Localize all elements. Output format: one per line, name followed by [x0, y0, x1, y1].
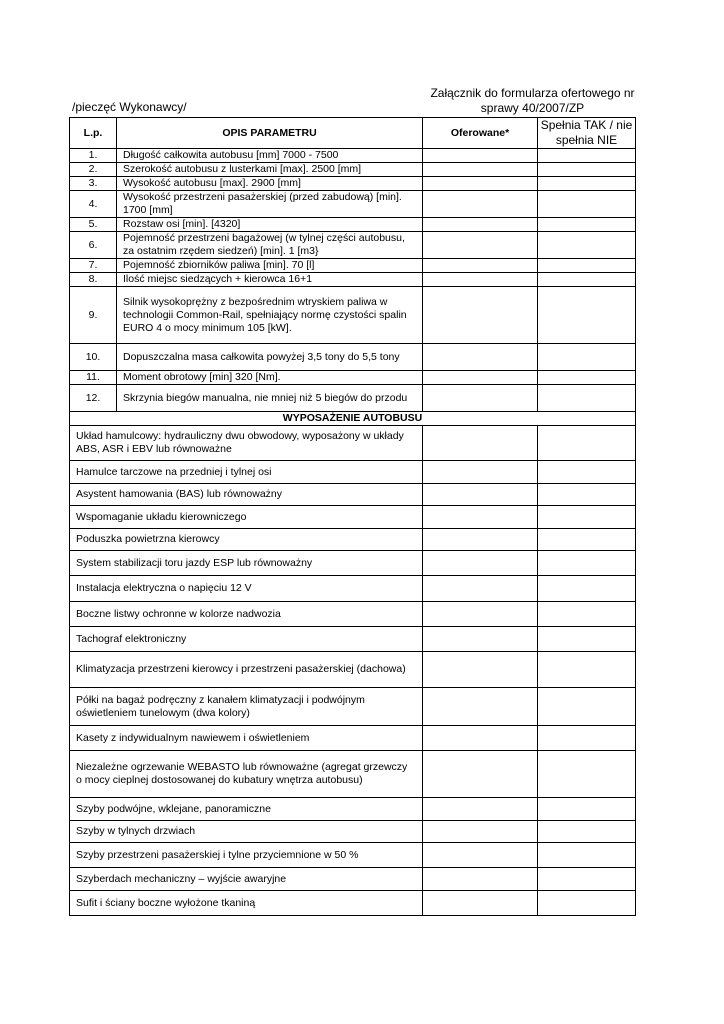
equipment-description: Wspomaganie układu kierowniczego [70, 506, 423, 529]
row-description: Pojemność zbiorników paliwa [min]. 70 [l] [117, 259, 423, 273]
compliance-cell[interactable] [538, 688, 636, 726]
attachment-title: Załącznik do formularza ofertowego nr [430, 86, 635, 100]
equipment-description: Półki na bagaż podręczny z kanałem klimatyzacji i podwójnym oświetleniem tunelowym (dwa kolory) [70, 688, 423, 726]
equipment-row [70, 751, 636, 798]
compliance-cell[interactable] [538, 751, 636, 798]
equipment-row [70, 843, 636, 868]
offered-cell[interactable] [423, 385, 538, 412]
compliance-cell[interactable] [538, 344, 636, 371]
equipment-row [70, 529, 636, 551]
equipment-row [70, 688, 636, 726]
equipment-row [70, 551, 636, 576]
equipment-row [70, 798, 636, 821]
compliance-cell[interactable] [538, 163, 636, 177]
table-row [70, 191, 636, 218]
compliance-cell[interactable] [538, 798, 636, 821]
equipment-description: Hamulce tarczowe na przedniej i tylnej osi [70, 461, 423, 484]
column-header-opis: OPIS PARAMETRU [117, 118, 423, 149]
column-header-oferowane: Oferowane* [423, 118, 538, 149]
offered-cell[interactable] [423, 798, 538, 821]
equipment-description: Szyby przestrzeni pasażerskiej i tylne przyciemnione w 50 % [70, 843, 423, 868]
table-row [70, 371, 636, 385]
table-body [70, 149, 636, 916]
equipment-description: System stabilizacji toru jazdy ESP lub równoważny [70, 551, 423, 576]
equipment-row [70, 726, 636, 751]
equipment-row [70, 506, 636, 529]
offered-cell[interactable] [423, 821, 538, 843]
equipment-description: Niezależne ogrzewanie WEBASTO lub równoważne (agregat grzewczy o mocy cieplnej dostosowanej do kubatury wnętrza autobusu) [70, 751, 423, 798]
offered-cell[interactable] [423, 726, 538, 751]
equipment-row [70, 821, 636, 843]
equipment-row [70, 484, 636, 506]
row-description: Wysokość przestrzeni pasażerskiej (przed zabudową) [min]. 1700 [mm] [117, 191, 423, 218]
equipment-description: Kasety z indywidualnym nawiewem i oświetleniem [70, 726, 423, 751]
equipment-description: Sufit i ściany boczne wyłożone tkaniną [70, 891, 423, 916]
row-description: Moment obrotowy [min] 320 [Nm]. [117, 371, 423, 385]
offered-cell[interactable] [423, 163, 538, 177]
compliance-cell[interactable] [538, 627, 636, 652]
compliance-cell[interactable] [538, 259, 636, 273]
row-description: Silnik wysokoprężny z bezpośrednim wtryskiem paliwa w technologii Common-Rail, spełniający normę czystości spalin EURO 4 o mocy minimum 105 [kW]. [117, 287, 423, 344]
row-description: Ilość miejsc siedzących + kierowca 16+1 [117, 273, 423, 287]
table-row [70, 232, 636, 259]
compliance-cell[interactable] [538, 652, 636, 688]
compliance-cell[interactable] [538, 529, 636, 551]
offered-cell[interactable] [423, 602, 538, 627]
row-description: Szerokość autobusu z lusterkami [max]. 2500 [mm] [117, 163, 423, 177]
compliance-cell[interactable] [538, 287, 636, 344]
offered-cell[interactable] [423, 484, 538, 506]
section-row [70, 412, 636, 426]
row-number: 12. [70, 385, 117, 412]
equipment-row [70, 602, 636, 627]
compliance-cell[interactable] [538, 232, 636, 259]
row-description: Wysokość autobusu [max]. 2900 [mm] [117, 177, 423, 191]
equipment-description: Układ hamulcowy: hydrauliczny dwu obwodowy, wyposażony w układy ABS, ASR i EBV lub równoważne [70, 426, 423, 461]
offered-cell[interactable] [423, 506, 538, 529]
row-description: Pojemność przestrzeni bagażowej (w tylnej części autobusu, za ostatnim rzędem siedzeń) [min]. 1 [m3} [117, 232, 423, 259]
offered-cell[interactable] [423, 177, 538, 191]
row-number: 8. [70, 273, 117, 287]
row-number: 5. [70, 218, 117, 232]
case-number: sprawy 40/2007/ZP [480, 101, 585, 115]
table-header-row [70, 118, 636, 149]
row-number: 10. [70, 344, 117, 371]
compliance-cell[interactable] [538, 576, 636, 602]
table-row [70, 385, 636, 412]
offered-cell[interactable] [423, 891, 538, 916]
offered-cell[interactable] [423, 259, 538, 273]
compliance-cell[interactable] [538, 506, 636, 529]
offered-cell[interactable] [423, 551, 538, 576]
equipment-description: Boczne listwy ochronne w kolorze nadwozia [70, 602, 423, 627]
compliance-cell[interactable] [538, 461, 636, 484]
row-description: Dopuszczalna masa całkowita powyżej 3,5 tony do 5,5 tony [117, 344, 423, 371]
equipment-description: Szyby w tylnych drzwiach [70, 821, 423, 843]
compliance-cell[interactable] [538, 371, 636, 385]
compliance-cell[interactable] [538, 177, 636, 191]
parameters-table [69, 117, 636, 916]
compliance-cell[interactable] [538, 191, 636, 218]
equipment-description: Asystent hamowania (BAS) lub równoważny [70, 484, 423, 506]
row-number: 3. [70, 177, 117, 191]
equipment-row [70, 627, 636, 652]
table-row [70, 177, 636, 191]
table-row [70, 259, 636, 273]
table-row [70, 218, 636, 232]
offered-cell[interactable] [423, 868, 538, 891]
equipment-row [70, 652, 636, 688]
table-row [70, 163, 636, 177]
row-description: Długość całkowita autobusu [mm] 7000 - 7500 [117, 149, 423, 163]
offered-cell[interactable] [423, 529, 538, 551]
attachment-header [420, 86, 645, 116]
contractor-stamp-label: /pieczęć Wykonawcy/ [72, 100, 187, 114]
offered-cell[interactable] [423, 688, 538, 726]
offered-cell[interactable] [423, 652, 538, 688]
compliance-cell[interactable] [538, 821, 636, 843]
offered-cell[interactable] [423, 232, 538, 259]
row-number: 7. [70, 259, 117, 273]
equipment-description: Poduszka powietrzna kierowcy [70, 529, 423, 551]
equipment-description: Klimatyzacja przestrzeni kierowcy i przestrzeni pasażerskiej (dachowa) [70, 652, 423, 688]
compliance-cell[interactable] [538, 551, 636, 576]
row-number: 1. [70, 149, 117, 163]
equipment-description: Szyberdach mechaniczny – wyjście awaryjne [70, 868, 423, 891]
row-number: 6. [70, 232, 117, 259]
row-number: 11. [70, 371, 117, 385]
column-header-lp: L.p. [70, 118, 117, 149]
offered-cell[interactable] [423, 576, 538, 602]
offered-cell[interactable] [423, 273, 538, 287]
row-number: 2. [70, 163, 117, 177]
offered-cell[interactable] [423, 426, 538, 461]
offered-cell[interactable] [423, 149, 538, 163]
equipment-row [70, 891, 636, 916]
compliance-cell[interactable] [538, 426, 636, 461]
compliance-cell[interactable] [538, 891, 636, 916]
equipment-row [70, 426, 636, 461]
column-header-spelnia: Spełnia TAK / nie spełnia NIE [538, 118, 636, 149]
offered-cell[interactable] [423, 751, 538, 798]
row-number: 9. [70, 287, 117, 344]
equipment-row [70, 868, 636, 891]
row-description: Rozstaw osi [min]. [4320] [117, 218, 423, 232]
compliance-cell[interactable] [538, 602, 636, 627]
compliance-cell[interactable] [538, 273, 636, 287]
table-row [70, 273, 636, 287]
equipment-description: Instalacja elektryczna o napięciu 12 V [70, 576, 423, 602]
row-number: 4. [70, 191, 117, 218]
compliance-cell[interactable] [538, 843, 636, 868]
table-row [70, 287, 636, 344]
compliance-cell[interactable] [538, 868, 636, 891]
offered-cell[interactable] [423, 371, 538, 385]
offered-cell[interactable] [423, 191, 538, 218]
offered-cell[interactable] [423, 344, 538, 371]
section-title: WYPOSAŻENIE AUTOBUSU [70, 412, 636, 426]
offered-cell[interactable] [423, 843, 538, 868]
compliance-cell[interactable] [538, 726, 636, 751]
compliance-cell[interactable] [538, 218, 636, 232]
compliance-cell[interactable] [538, 385, 636, 412]
offered-cell[interactable] [423, 627, 538, 652]
equipment-row [70, 461, 636, 484]
table-row [70, 344, 636, 371]
compliance-cell[interactable] [538, 149, 636, 163]
equipment-row [70, 576, 636, 602]
row-description: Skrzynia biegów manualna, nie mniej niż 5 biegów do przodu [117, 385, 423, 412]
offered-cell[interactable] [423, 218, 538, 232]
equipment-description: Szyby podwójne, wklejane, panoramiczne [70, 798, 423, 821]
offered-cell[interactable] [423, 461, 538, 484]
table-row [70, 149, 636, 163]
compliance-cell[interactable] [538, 484, 636, 506]
equipment-description: Tachograf elektroniczny [70, 627, 423, 652]
offered-cell[interactable] [423, 287, 538, 344]
